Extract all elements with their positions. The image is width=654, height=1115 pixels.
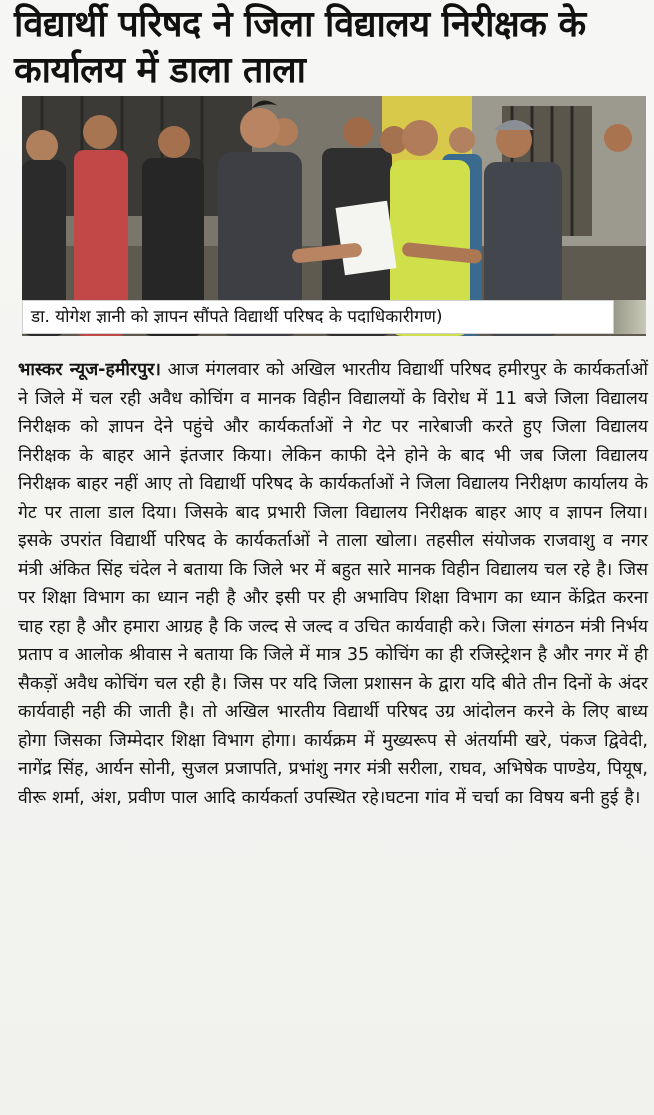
photo-edge (614, 300, 646, 334)
article-text: आज मंगलवार को अखिल भारतीय विद्यार्थी परिषद हमीरपुर के कार्यकर्ताओं ने जिले में चल रही अवैध कोचिंग व मानक विहीन विद्यालयों के विरोध में 11 बजे जिला विद्यालय निरीक्षक को ज्ञापन देने पहुंचे और कार्यकर्ताओं ने गेट पर नारेबाजी करते हुए जिला विद्यालय निरीक्षक के बाहर आने इंतजार किया। लेकिन काफी देने होने के बाद भी जब जिला विद्यालय निरीक्षक बाहर नहीं आए तो विद्यार्थी परिषद के कार्यकर्ताओं ने जिला विद्यालय निरीक्षण कार्यालय के गेट पर ताला डाल दिया। जिसके बाद प्रभारी जिला विद्यालय निरीक्षक बाहर आए व ज्ञापन लिया। इसके उपरांत विद्यार्थी परिषद के कार्यकर्ताओं ने ताला खोला। तहसील संयोजक राजवाशु व नगर मंत्री अंकित सिंह चंदेल ने बताया कि जिले भर में बहुत सारे मानक विहीन विद्यालय चल रहे है। जिस पर शिक्षा विभाग का ध्यान नही है और इसी पर ही अभाविप शिक्षा विभाग का ध्यान केंद्रित करना चाह रहा है और हमारा आग्रह है कि जल्द से जल्द व उचित कार्यवाही करे। जिला संगठन मंत्री निर्भय प्रताप व आलोक श्रीवास ने बताया कि जिले में मात्र 35 कोचिंग का ही रजिस्ट्रेशन है और नगर में ही सैकड़ों अवैध कोचिंग चल रही है। जिस पर यदि जिला प्रशासन के द्वारा यदि बीते तीन दिनों के अंदर कार्यवाही नही की जाती है। तो अखिल भारतीय विद्यार्थी परिषद उग्र आंदोलन करने के लिए बाध्य होगा जिसका जिम्मेदार शिक्षा विभाग होगा। कार्यक्रम में मुख्यरूप से अंतर्यामी खरे, पंकज द्विवेदी, नागेंद्र सिंह, आर्यन सोनी, सुजल प्रजापति, प्रभांशु नगर मंत्री सरीला, राघव, अभिषेक पाण्डेय, पियूष, वीरू शर्मा, अंश, प्रवीण पाल आदि कार्यकर्ता उपस्थित रहे।घटना गांव में चर्चा का विषय बनी हुई है। (18, 360, 649, 808)
dateline: भास्कर न्यूज-हमीरपुर। (18, 360, 161, 380)
article-body (18, 356, 648, 812)
photo-caption: डा. योगेश ज्ञानी को ज्ञापन सौंपते विद्यार्थी परिषद के पदाधिकारीगण) (22, 300, 614, 334)
headline: विद्यार्थी परिषद ने जिला विद्यालय निरीक्षक के कार्यालय में डाला ताला (14, 4, 586, 91)
